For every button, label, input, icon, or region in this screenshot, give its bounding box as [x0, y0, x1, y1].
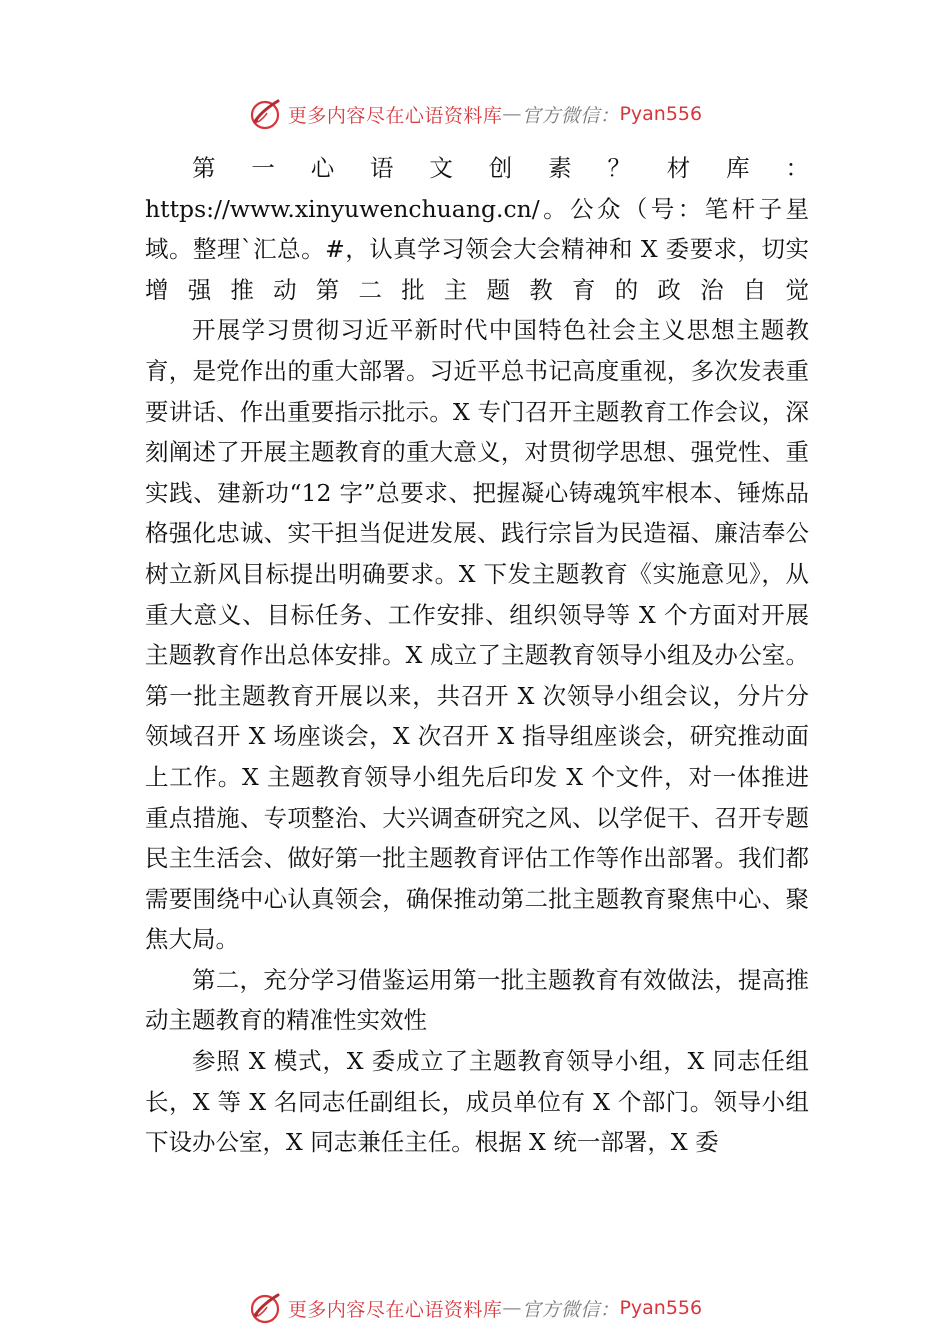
document-body	[145, 148, 809, 1163]
footer-watermark	[0, 1286, 950, 1330]
watermark-official-label: 官方微信：	[521, 1298, 620, 1321]
watermark-dash: —	[502, 1297, 522, 1319]
writing-brush-logo-icon	[248, 1290, 284, 1326]
watermark-official-label: 官方微信：	[521, 104, 620, 127]
watermark-brand-text: 更多内容尽在心语资料库	[287, 104, 503, 127]
heading-paragraph-2: 第二，充分学习借鉴运用第一批主题教育有效做法，提高推动主题教育的精准性实效性	[145, 965, 809, 1035]
body-paragraph-1: 开展学习贯彻习近平新时代中国特色社会主义思想主题教育，是党作出的重大部署。习近平总书记高度重视，多次发表重要讲话、作出重要指示批示。X 专门召开主题教育工作会议，深刻阐述了开展主题教育的重大意义，对贯彻学思想、强党性、重实践、建新功“12 字”总要求、把握凝心铸魂筑牢根本、锤炼品格强化忠诚、实干担当促进发展、践行宗旨为民造福、廉洁奉公树立新风目标提出明确要求。X 下发主题教育《实施意见》，从重大意义、目标任务、工作安排、组织领导等 X 个方面对开展主题教育作出总体安排。X 成立了主题教育领导小组及办公室。第一批主题教育开展以来，共召开 X 次领导小组会议，分片分领域召开 X 场座谈会，X 次召开 X 指导组座谈会，研究推动面上工作。X 主题教育领导小组先后印发 X 个文件，对一体推进重点措施、专项整治、大兴调查研究之风、以学促干、召开专题民主生活会、做好第一批主题教育评估工作等作出部署。我们都需要围绕中心认真领会，确保推动第二批主题教育聚焦中心、聚焦大局。	[145, 316, 809, 954]
watermark-wechat-id: Pyan556	[619, 103, 703, 125]
body-paragraph-2: 参照 X 模式，X 委成立了主题教育领导小组，X 同志任组长，X 等 X 名同志任副组长，成员单位有 X 个部门。领导小组下设办公室，X 同志兼任主任。根据 X 统一部署，X 委	[145, 1047, 809, 1157]
heading-paragraph-1: 第一心语文创素？材库：https://www.xinyuwenchuang.cn/。公众（号：笔杆子星域。整理`汇总。#，认真学习领会大会精神和 X 委要求，切实增强推动第二批主题教育的政治自觉	[145, 154, 809, 304]
watermark-brand-text: 更多内容尽在心语资料库	[287, 1298, 503, 1321]
header-watermark	[0, 92, 950, 136]
watermark-wechat-id: Pyan556	[619, 1297, 703, 1319]
watermark-dash: —	[502, 103, 522, 125]
writing-brush-logo-icon	[248, 96, 284, 132]
